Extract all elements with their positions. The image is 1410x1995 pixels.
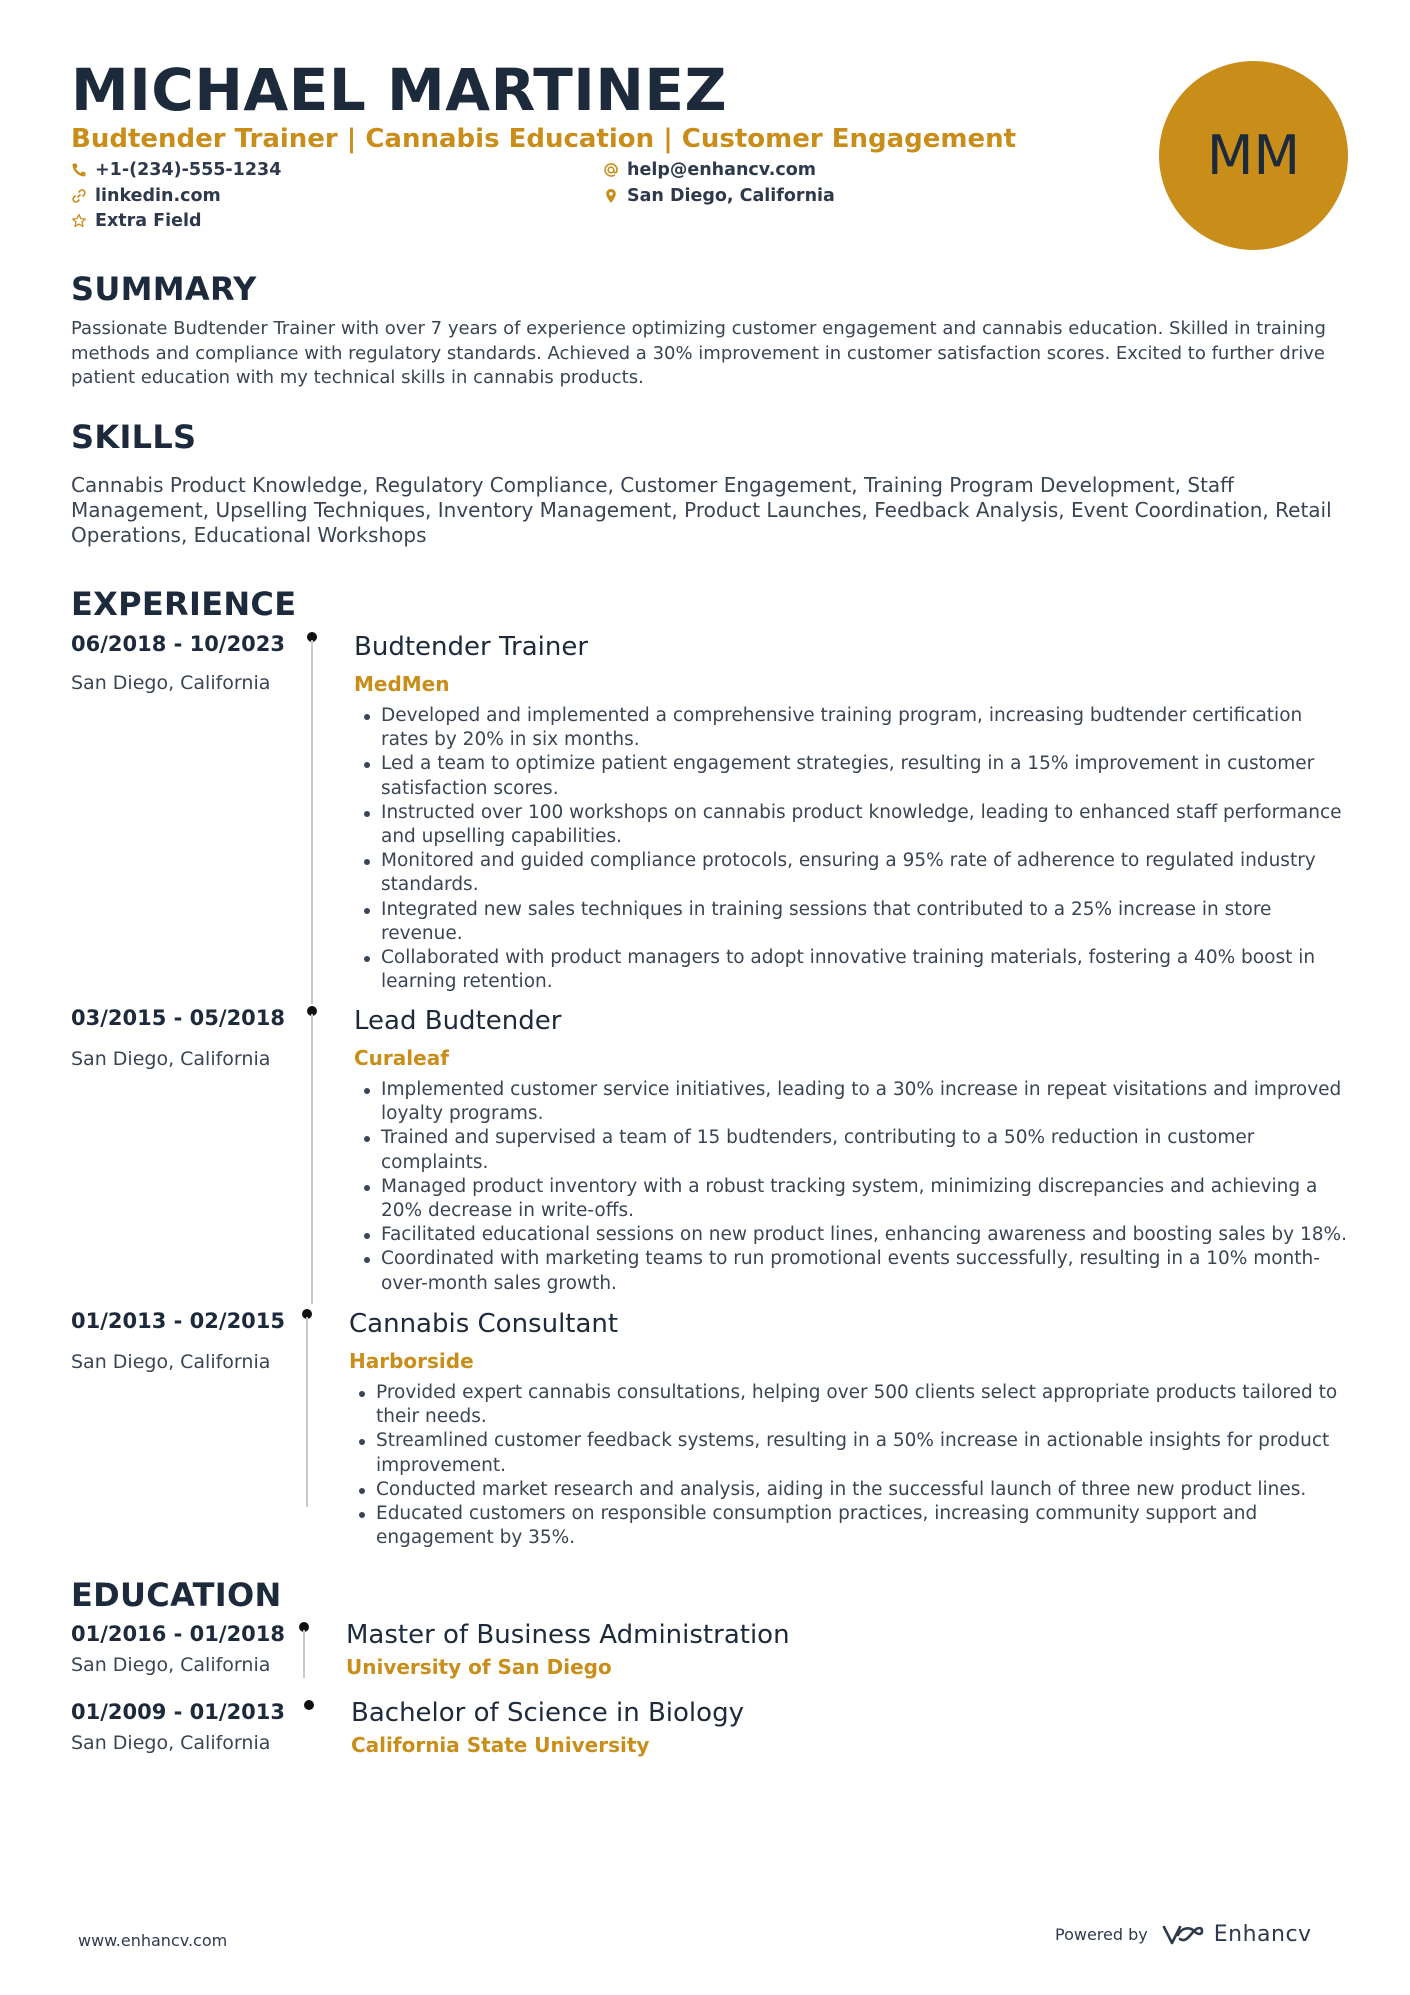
education-dates: 01/2009 - 01/2013 xyxy=(71,1700,286,1724)
job-dates: 01/2013 - 02/2015 xyxy=(71,1309,286,1333)
phone-icon xyxy=(71,162,87,178)
powered-by-label: Powered by xyxy=(1055,1925,1148,1944)
experience-heading: EXPERIENCE xyxy=(71,585,297,623)
job-bullets xyxy=(354,704,1354,994)
company-name: MedMen xyxy=(354,672,450,696)
contact-email[interactable] xyxy=(603,160,816,180)
enhancv-logo-icon xyxy=(1160,1923,1206,1947)
job-location: San Diego, California xyxy=(71,1351,271,1373)
summary-heading: SUMMARY xyxy=(71,270,257,308)
timeline-dot xyxy=(304,1700,314,1710)
timeline-line xyxy=(311,640,313,1004)
footer-branding[interactable] xyxy=(1055,1922,1312,1947)
star-icon xyxy=(71,213,87,229)
school-name: California State University xyxy=(351,1733,650,1757)
job-dates: 03/2015 - 05/2018 xyxy=(71,1006,286,1030)
footer-website[interactable]: www.enhancv.com xyxy=(78,1931,228,1950)
linkedin-text: linkedin.com xyxy=(95,186,221,206)
at-icon xyxy=(603,162,619,178)
company-name: Harborside xyxy=(349,1349,474,1373)
job-title: Budtender Trainer xyxy=(354,632,589,662)
timeline-line xyxy=(306,1317,308,1507)
education-location: San Diego, California xyxy=(71,1732,271,1754)
timeline-line xyxy=(303,1630,305,1678)
job-bullet: Coordinated with marketing teams to run promotional events successfully, resulting in a 10% month-over-month sales growth. xyxy=(354,1247,1354,1295)
job-location: San Diego, California xyxy=(71,672,271,694)
job-bullet: Collaborated with product managers to adopt innovative training materials, fostering a 40% boost in learning retention. xyxy=(354,946,1354,994)
company-name: Curaleaf xyxy=(354,1046,449,1070)
candidate-name: MICHAEL MARTINEZ xyxy=(71,56,728,124)
job-title: Lead Budtender xyxy=(354,1006,562,1036)
job-bullet: Developed and implemented a comprehensive training program, increasing budtender certification rates by 20% in six months. xyxy=(354,704,1354,752)
avatar-initials: MM xyxy=(1206,124,1301,187)
job-bullet: Managed product inventory with a robust tracking system, minimizing discrepancies and achieving a 20% decrease in write-offs. xyxy=(354,1175,1354,1223)
school-name: University of San Diego xyxy=(346,1655,612,1679)
email-text: help@enhancv.com xyxy=(627,160,817,180)
summary-text: Passionate Budtender Trainer with over 7 years of experience optimizing customer engagement and cannabis education. Skilled in training methods and compliance with regulatory standards. Achieved a 30% improvement in customer satisfaction scores. Excited to further drive patient education with my technical skills in cannabis products. xyxy=(71,318,1326,388)
contact-linkedin[interactable] xyxy=(71,186,221,206)
contact-extra xyxy=(71,211,202,231)
job-bullet: Conducted market research and analysis, aiding in the successful launch of three new product lines. xyxy=(349,1478,1349,1502)
job-bullets xyxy=(354,1078,1354,1296)
job-bullet: Streamlined customer feedback systems, resulting in a 50% increase in actionable insights for product improvement. xyxy=(349,1429,1349,1477)
degree-name: Bachelor of Science in Biology xyxy=(351,1698,744,1728)
degree-name: Master of Business Administration xyxy=(346,1620,790,1650)
education-heading: EDUCATION xyxy=(71,1576,282,1614)
job-bullet: Facilitated educational sessions on new product lines, enhancing awareness and boosting sales by 18%. xyxy=(354,1223,1354,1247)
job-bullet: Led a team to optimize patient engagement strategies, resulting in a 15% improvement in customer satisfaction scores. xyxy=(354,752,1354,800)
skills-text: Cannabis Product Knowledge, Regulatory Compliance, Customer Engagement, Training Program Development, Staff Management, Upselling Techniques, Inventory Management, Product Launches, Feedback Analysis, Event Coordination, Retail Operations, Educational Workshops xyxy=(71,473,1332,547)
job-bullet: Implemented customer service initiatives, leading to a 30% increase in repeat visitations and improved loyalty programs. xyxy=(354,1078,1354,1126)
link-icon xyxy=(71,188,87,204)
job-title: Cannabis Consultant xyxy=(349,1309,619,1339)
brand-logo xyxy=(1160,1922,1312,1947)
location-pin-icon xyxy=(603,188,619,204)
location-text: San Diego, California xyxy=(627,186,835,206)
contact-phone xyxy=(71,160,281,180)
contact-location xyxy=(603,186,835,206)
candidate-headline: Budtender Trainer | Cannabis Education | Customer Engagement xyxy=(71,124,1017,154)
job-bullet: Educated customers on responsible consumption practices, increasing community support and engagement by 35%. xyxy=(349,1502,1349,1550)
job-dates: 06/2018 - 10/2023 xyxy=(71,632,286,656)
education-location: San Diego, California xyxy=(71,1654,271,1676)
job-location: San Diego, California xyxy=(71,1048,271,1070)
timeline-line xyxy=(311,1014,313,1304)
job-bullet: Provided expert cannabis consultations, helping over 500 clients select appropriate products tailored to their needs. xyxy=(349,1381,1349,1429)
education-dates: 01/2016 - 01/2018 xyxy=(71,1622,286,1646)
job-bullet: Monitored and guided compliance protocols, ensuring a 95% rate of adherence to regulated industry standards. xyxy=(354,849,1354,897)
avatar xyxy=(1159,61,1348,250)
skills-heading: SKILLS xyxy=(71,418,197,456)
job-bullet: Instructed over 100 workshops on cannabis product knowledge, leading to enhanced staff performance and upselling capabilities. xyxy=(354,801,1354,849)
extra-field-text: Extra Field xyxy=(95,211,202,231)
job-bullet: Integrated new sales techniques in training sessions that contributed to a 25% increase in store revenue. xyxy=(354,898,1354,946)
job-bullets xyxy=(349,1381,1349,1550)
brand-name: Enhancv xyxy=(1213,1922,1312,1947)
phone-text: +1-(234)-555-1234 xyxy=(95,160,282,180)
job-bullet: Trained and supervised a team of 15 budtenders, contributing to a 50% reduction in customer complaints. xyxy=(354,1126,1354,1174)
